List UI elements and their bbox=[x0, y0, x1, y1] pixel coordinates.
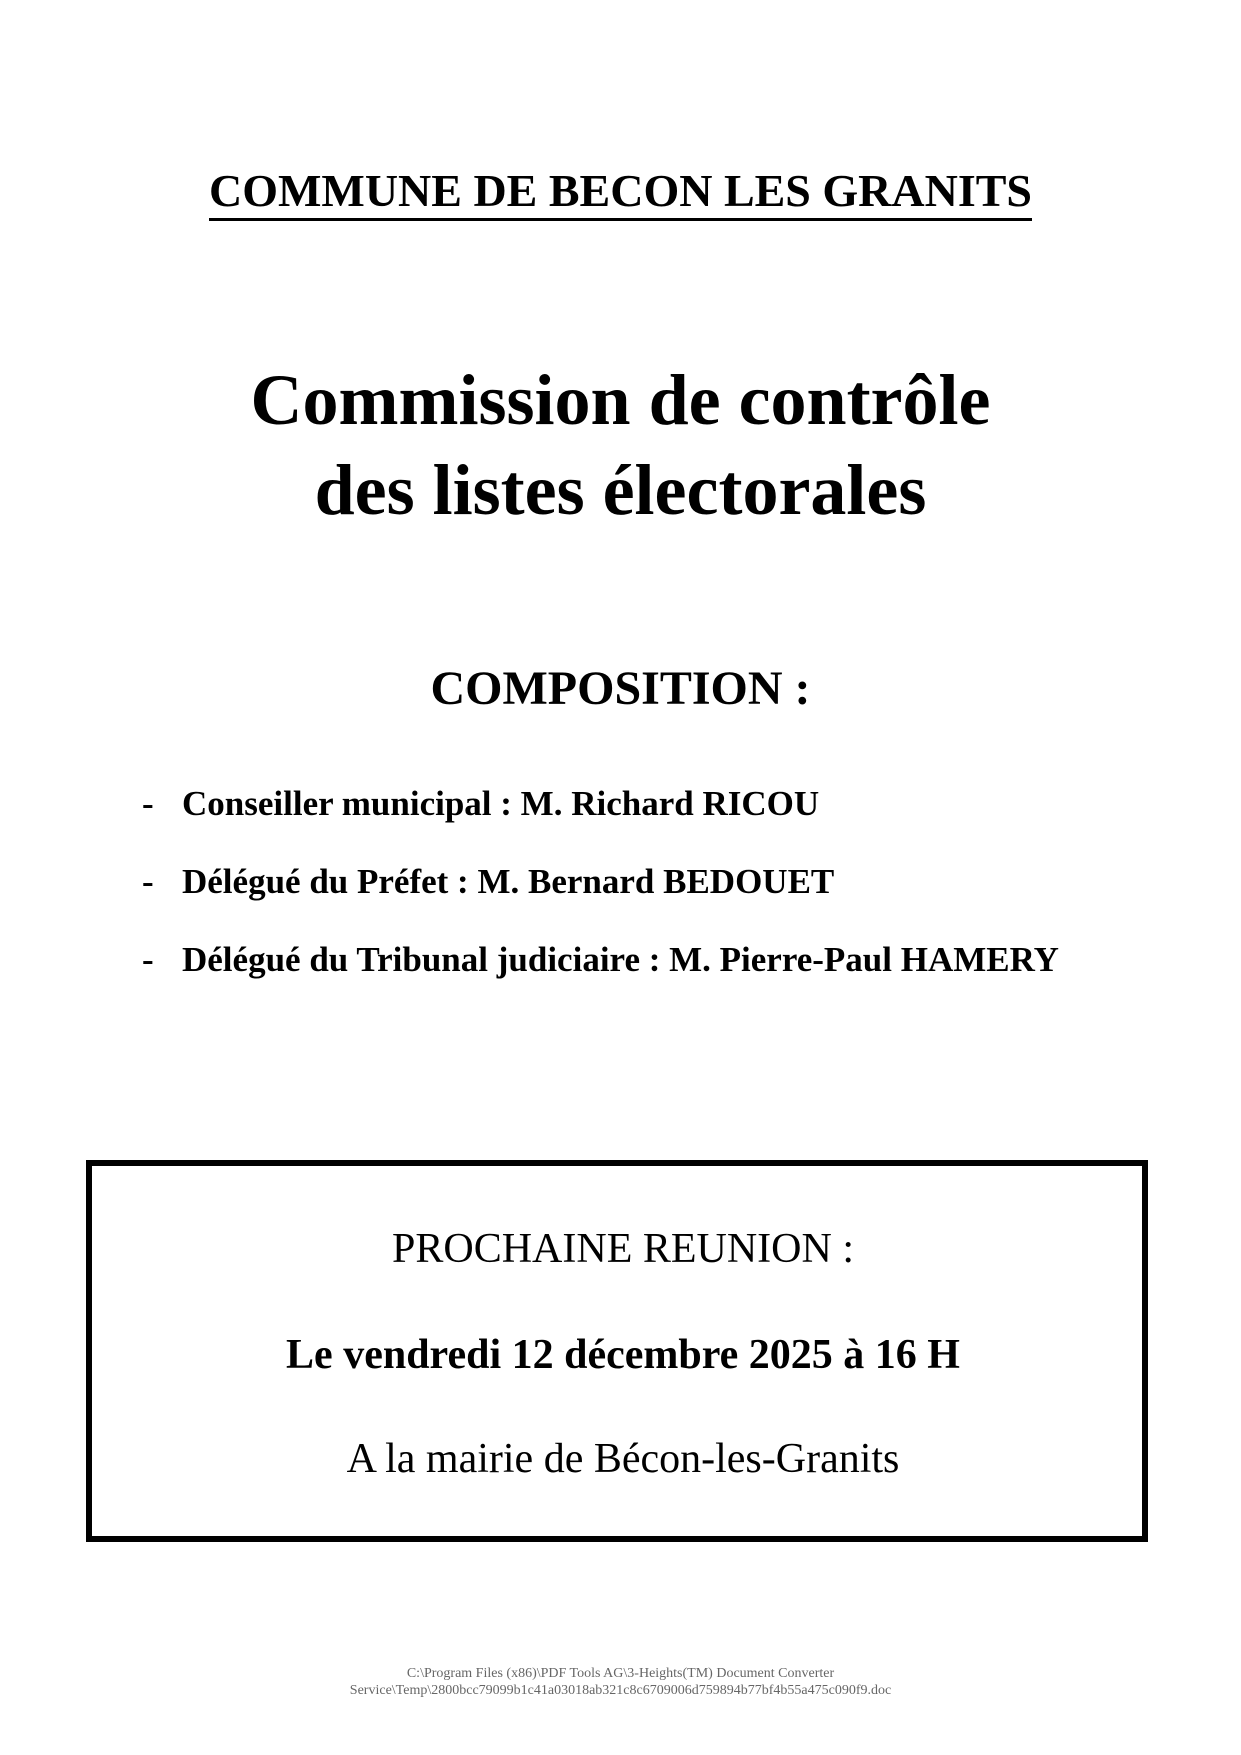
member-text: Conseiller municipal : M. Richard RICOU bbox=[182, 784, 820, 823]
document-title bbox=[0, 355, 1241, 535]
meeting-place: A la mairie de Bécon-les-Granits bbox=[346, 1436, 900, 1482]
member-item bbox=[142, 786, 1059, 864]
meeting-date: Le vendredi 12 décembre 2025 à 16 H bbox=[286, 1332, 960, 1378]
meeting-box bbox=[86, 1160, 1148, 1542]
member-text: Délégué du Préfet : M. Bernard BEDOUET bbox=[182, 862, 835, 901]
footer-line-2: Service\Temp\2800bcc79099b1c41a03018ab321c8c6709006d759894b77bf4b55a475c090f9.doc bbox=[349, 1683, 892, 1698]
file-path-footer bbox=[0, 1665, 1241, 1699]
bullet-dash: - bbox=[142, 862, 154, 901]
title-line-2: des listes électorales bbox=[314, 450, 927, 530]
bullet-dash: - bbox=[142, 784, 154, 823]
footer-line-1: C:\Program Files (x86)\PDF Tools AG\3-Heights(TM) Document Converter bbox=[406, 1666, 835, 1681]
member-item bbox=[142, 942, 1059, 1020]
member-item bbox=[142, 864, 1059, 942]
commune-header bbox=[0, 165, 1241, 216]
title-line-1: Commission de contrôle bbox=[250, 360, 991, 440]
members-list bbox=[142, 786, 1059, 1020]
meeting-heading: PROCHAINE REUNION : bbox=[392, 1226, 854, 1272]
member-text: Délégué du Tribunal judiciaire : M. Pierre-Paul HAMERY bbox=[182, 940, 1059, 979]
commune-name: COMMUNE DE BECON LES GRANITS bbox=[209, 165, 1032, 221]
bullet-dash: - bbox=[142, 940, 154, 979]
composition-heading: COMPOSITION : bbox=[430, 662, 811, 715]
